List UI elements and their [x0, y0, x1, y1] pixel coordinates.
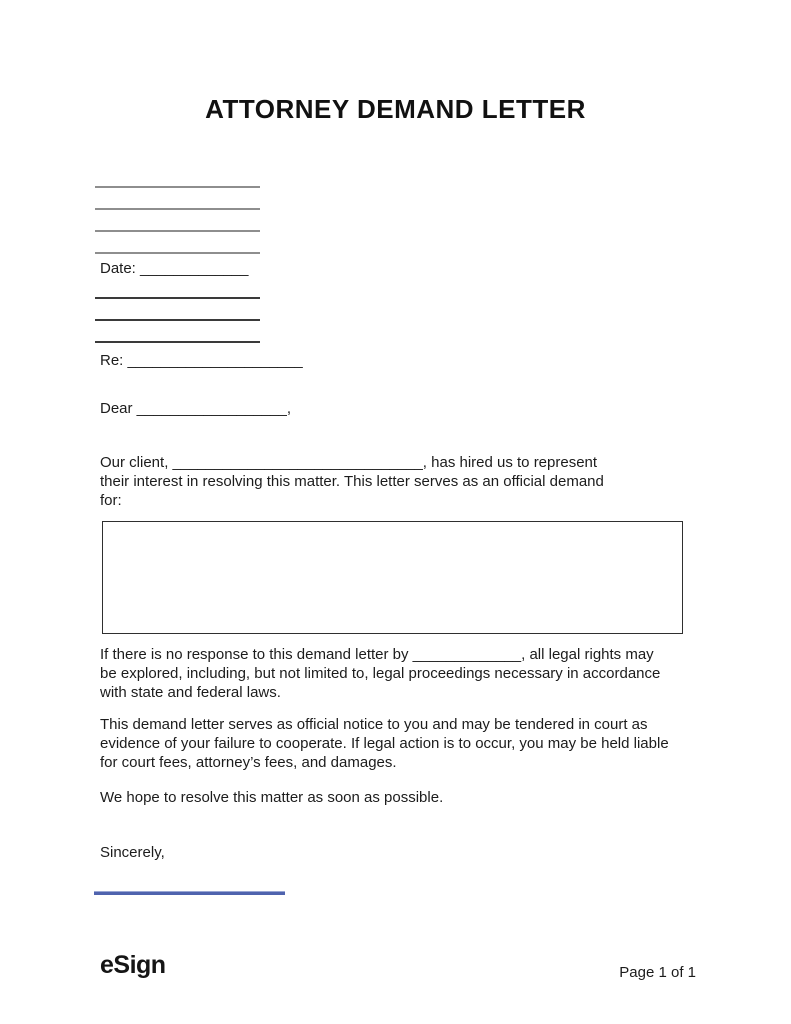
sender-blank-line-1[interactable]: [95, 186, 260, 188]
paragraph-line: their interest in resolving this matter. This letter serves as an official demand: [100, 473, 604, 490]
paragraph-line: evidence of your failure to cooperate. If legal action is to occur, you may be held liable: [100, 735, 669, 752]
date-field-line[interactable]: Date: _____________: [100, 260, 249, 277]
recipient-blank-line-1[interactable]: [95, 297, 260, 299]
closing-sincerely: Sincerely,: [100, 844, 165, 861]
recipient-blank-line-3[interactable]: [95, 341, 260, 343]
page-number-label: Page 1 of 1: [619, 964, 696, 981]
paragraph-line: for court fees, attorney’s fees, and damages.: [100, 754, 397, 771]
paragraph-line: with state and federal laws.: [100, 684, 281, 701]
sender-blank-line-4[interactable]: [95, 252, 260, 254]
paragraph-line: be explored, including, but not limited to, legal proceedings necessary in accordance: [100, 665, 661, 682]
signature-line[interactable]: [94, 891, 285, 895]
sender-blank-line-2[interactable]: [95, 208, 260, 210]
body-paragraph-3: [100, 715, 669, 772]
esign-logo: eSign: [100, 951, 166, 979]
paragraph-line: Our client, ______________________________, has hired us to represent: [100, 454, 598, 471]
body-paragraph-1: [100, 453, 604, 510]
letter-title: ATTORNEY DEMAND LETTER: [205, 94, 586, 124]
resolution-note: We hope to resolve this matter as soon as possible.: [100, 789, 444, 806]
sender-blank-line-3[interactable]: [95, 230, 260, 232]
re-subject-line[interactable]: Re: _____________________: [100, 352, 303, 369]
paragraph-line: for:: [100, 492, 122, 509]
demand-details-box[interactable]: [102, 521, 683, 634]
recipient-blank-line-2[interactable]: [95, 319, 260, 321]
salutation-line[interactable]: Dear __________________,: [100, 400, 292, 417]
body-paragraph-2: [100, 645, 660, 702]
paragraph-line: If there is no response to this demand letter by _____________, all legal rights may: [100, 646, 654, 663]
paragraph-line: This demand letter serves as official notice to you and may be tendered in court as: [100, 716, 648, 733]
